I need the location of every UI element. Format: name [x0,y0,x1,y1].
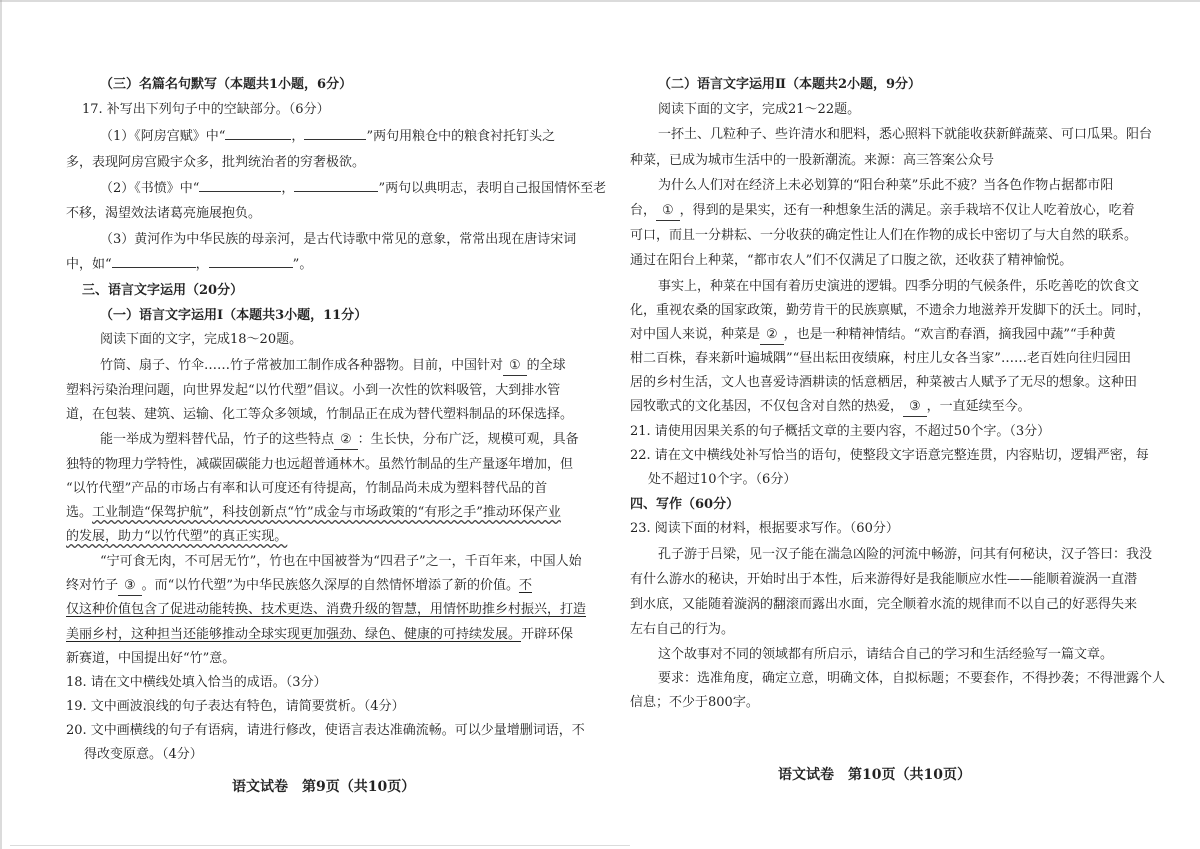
passage-line [66,528,287,546]
passage-line: 对中国人来说，种菜是 ② ，也是一种精神情结。“欢言酌春酒，摘我园中蔬”“手种黄 [630,326,1116,345]
passage-line: 通过在阳台上种菜，“都市农人”们不仅满足了口腹之欲，还收获了精神愉悦。 [630,253,1073,268]
passage-line: 为什么人们对在经济上未必划算的“阳台种菜”乐此不疲？当各色作物占据都市阳 [658,178,1114,193]
passage-line: 种菜，已成为城市生活中的一股新潮流。来源：高三答案公众号 [630,153,995,168]
passage-line: 选。工业制造“保驾护航”，科技创新点“竹”成金与市场政策的“有形之手”推动环保产业 [66,505,561,520]
passage-line: 一抔土、几粒种子、些许清水和肥料，悉心照料下就能收获新鲜蔬菜、可口瓜果。阳台 [658,127,1153,142]
material-line: 到水底，又能随着漩涡的翻滚而露出水面，完全顺着水流的规律而不以自己的好恶得失来 [630,597,1138,612]
passage-line: 美丽乡村，这种担当还能够推动全球实现更加强劲、绿色、健康的可持续发展。开辟环保 [66,627,574,642]
q17-part1-cont: 多，表现阿房宫殿宇众多，批判统治者的穷奢极欲。 [66,155,366,170]
q17-part2: （2）《书愤》中“ ， ”两句以典明志，表明自己报国情怀至老 [100,181,607,196]
passage-line: 事实上，种菜在中国有着历史演进的逻辑。四季分明的气候条件，乐吃善吃的饮食文 [658,279,1140,294]
section-heading: （三）名篇名句默写（本题共1小题，6分） [100,77,353,92]
material-line: 左右自己的行为。 [630,622,735,637]
part3-heading: 三、语言文字运用（20分） [82,283,244,298]
scan-border [0,0,2,849]
passage-line: 园牧歌式的文化基因，不仅包含对自然的热爱， ③ ，一直延续至今。 [630,398,1031,417]
wavy-underlined-sentence: 的发展，助力“以竹代塑”的真正实现。 [66,529,288,544]
passage-line: 居的乡村生活，文人也喜爱诗酒耕读的恬意栖居，种菜被古人赋予了无尽的想象。这种田 [630,375,1138,390]
subsection2-heading: （二）语言文字运用Ⅱ（本题共2小题，9分） [658,77,922,92]
passage-line: 柑二百株，春来新叶遍城隅”“昼出耘田夜绩麻，村庄儿女各当家”……老百姓向往归园田 [630,351,1131,366]
subsection1-heading: （一）语言文字运用Ⅰ（本题共3小题，11分） [100,308,368,323]
q17-part2-cont: 不移，渴望效法诸葛亮施展抱负。 [66,206,262,221]
reading-instruction-1: 阅读下面的文字，完成18～20题。 [100,332,303,347]
question-23: 23. 阅读下面的材料，根据要求写作。（60分） [630,521,899,536]
wavy-underlined-sentence: 工业制造“保驾护航”，科技创新点“竹”成金与市场政策的“有形之手”推动环保产业 [92,505,561,520]
question-18: 18. 请在文中横线处填入恰当的成语。（3分） [66,675,327,690]
passage-line: 塑料污染治理问题，向世界发起“以竹代塑”倡议。小到一次性的饮料吸管，大到排水管 [66,383,561,398]
question-17: 17. 补写出下列句子中的空缺部分。（6分） [82,102,330,117]
passage-line: 台， ① ，得到的是果实，还有一种想象生活的满足。亲手栽培不仅让人吃着放心，吃着 [630,202,1135,221]
underlined-sentence: 美丽乡村，这种担当还能够推动全球实现更加强劲、绿色、健康的可持续发展。 [66,627,522,642]
page-footer: 语文试卷 第10页（共10页） [778,767,971,783]
writing-requirements: 要求：选准角度，确定立意，明确文体，自拟标题；不要套作，不得抄袭；不得泄露个人 [658,671,1166,686]
passage-line: 化，重视农桑的国家政策，勤劳肯干的民族禀赋，不遗余力地滋养开发脚下的沃土。同时， [630,303,1151,318]
question-22-cont: 处不超过10个字。（6分） [648,472,797,487]
passage-line: 竹筒、扇子、竹伞……竹子常被加工制作成各种器物。目前，中国针对 ① 的全球 [100,357,566,376]
q17-part1: （1）《阿房宫赋》中“ ， ”两句用粮仓中的粮食衬托钉头之 [100,129,556,144]
passage-line: “以竹代塑”产品的市场占有率和认可度还有待提高，竹制品尚未成为塑料替代品的首 [66,481,548,496]
material-line: 孔子游于吕梁，见一汉子能在湍急凶险的河流中畅游，问其有何秘诀，汉子答曰：我没 [658,547,1153,562]
passage-line: 道，在包装、建筑、运输、化工等众多领域，竹制品正在成为替代塑料制品的环保选择。 [66,407,574,422]
question-22: 22. 请在文中横线处补写恰当的语句，使整段文字语意完整连贯，内容贴切，逻辑严密，每 [630,448,1149,463]
passage-line: 能一举成为塑料替代品，竹子的这些特点 ② ：生长快，分布广泛，规模可观，具备 [100,431,579,450]
q17-part3: （3）黄河作为中华民族的母亲河，是古代诗歌中常见的意象，常常出现在唐诗宋词 [100,232,577,247]
passage-line [66,601,586,619]
passage-line: 独特的物理力学特性，减碳固碳能力也远超普通林木。虽然竹制品的生产量逐年增加，但 [66,457,574,472]
passage-line: “宁可食无肉，不可居无竹”，竹也在中国被誉为“四君子”之一，千百年来，中国人始 [100,554,582,569]
question-20-cont: 得改变原意。（4分） [84,747,203,762]
page-footer: 语文试卷 第9页（共10页） [232,779,416,795]
writing-requirements-cont: 信息；不少于800字。 [630,695,759,710]
part4-heading: 四、写作（60分） [630,497,740,512]
passage-line: 可口，而且一分耕耘、一分收获的确定性让人们在作物的成长中密切了与大自然的联系。 [630,228,1138,243]
question-19: 19. 文中画波浪线的句子表达有特色，请简要赏析。（4分） [66,699,405,714]
underlined-sentence: 仅这种价值包含了促进动能转换、技术更迭、消费升级的智慧，用情怀助推乡村振兴，打造 [66,602,587,617]
passage-line: 新赛道，中国提出好“竹”意。 [66,651,236,666]
passage-line: 终对竹子 ③ 。而“以竹代塑”为中华民族悠久深厚的自然情怀增添了新的价值。不 [66,577,532,596]
writing-prompt: 这个故事对不同的领域都有所启示，请结合自己的学习和生活经验写一篇文章。 [658,647,1114,662]
material-line: 有什么游水的秘诀，开始时出于本性，后来游得好是我能顺应水性——能顺着漩涡一直潜 [630,572,1138,587]
scan-border [10,845,630,846]
reading-instruction-2: 阅读下面的文字，完成21～22题。 [658,102,861,117]
right-page [600,0,1200,849]
question-21: 21. 请使用因果关系的句子概括文章的主要内容，不超过50个字。（3分） [630,424,1051,439]
scan-border [0,0,1200,2]
question-20: 20. 文中画横线的句子有语病，请进行修改，使语言表达准确流畅。可以少量增删词语，不 [66,723,585,738]
q17-part3-cont: 中，如“ ， ”。 [66,257,313,272]
